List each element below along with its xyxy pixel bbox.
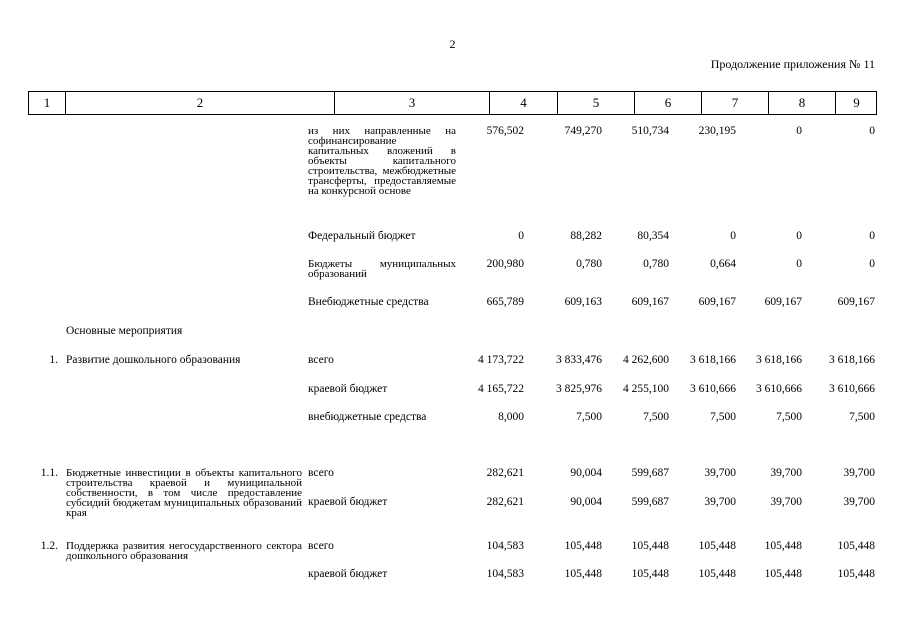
row-source: всего <box>308 354 334 366</box>
value-cell: 7,500 <box>576 411 602 423</box>
value-cell: 4 262,600 <box>623 354 669 366</box>
value-cell: 0 <box>869 230 875 242</box>
value-cell: 7,500 <box>643 411 669 423</box>
value-cell: 105,448 <box>837 540 875 552</box>
value-cell: 0 <box>869 125 875 137</box>
value-cell: 39,700 <box>843 467 875 479</box>
row-source: Бюджеты муниципальных образований <box>308 258 456 280</box>
value-cell: 0,664 <box>710 258 736 270</box>
value-cell: 39,700 <box>704 467 736 479</box>
value-cell: 39,700 <box>770 496 802 508</box>
value-cell: 3 610,666 <box>829 383 875 395</box>
value-cell: 3 618,166 <box>756 354 802 366</box>
value-cell: 3 610,666 <box>690 383 736 395</box>
row-name: Поддержка развития негосударственного сектора дошкольного образования <box>66 540 302 562</box>
value-cell: 8,000 <box>498 411 524 423</box>
value-cell: 3 610,666 <box>756 383 802 395</box>
value-cell: 0,780 <box>576 258 602 270</box>
value-cell: 90,004 <box>570 496 602 508</box>
row-source: краевой бюджет <box>308 383 388 395</box>
value-cell: 104,583 <box>486 540 524 552</box>
value-cell: 4 173,722 <box>478 354 524 366</box>
value-cell: 90,004 <box>570 467 602 479</box>
value-cell: 3 825,976 <box>556 383 602 395</box>
value-cell: 105,448 <box>631 540 669 552</box>
value-cell: 0 <box>796 258 802 270</box>
value-cell: 0 <box>869 258 875 270</box>
row-source: внебюджетные средства <box>308 411 427 423</box>
value-cell: 105,448 <box>631 568 669 580</box>
value-cell: 282,621 <box>486 496 524 508</box>
value-cell: 749,270 <box>564 125 602 137</box>
value-cell: 0 <box>518 230 524 242</box>
value-cell: 4 165,722 <box>478 383 524 395</box>
header-cell: 9 <box>835 92 877 114</box>
value-cell: 609,163 <box>564 296 602 308</box>
header-cell: 3 <box>334 92 489 114</box>
value-cell: 599,687 <box>631 496 669 508</box>
value-cell: 3 618,166 <box>690 354 736 366</box>
value-cell: 7,500 <box>849 411 875 423</box>
value-cell: 80,354 <box>637 230 669 242</box>
row-source: всего <box>308 540 334 552</box>
header-cell: 1 <box>43 95 51 110</box>
value-cell: 105,448 <box>837 568 875 580</box>
value-cell: 3 618,166 <box>829 354 875 366</box>
value-cell: 609,167 <box>631 296 669 308</box>
value-cell: 576,502 <box>486 125 524 137</box>
value-cell: 88,282 <box>570 230 602 242</box>
value-cell: 200,980 <box>486 258 524 270</box>
header-cell: 4 <box>489 92 557 114</box>
value-cell: 0 <box>730 230 736 242</box>
value-cell: 105,448 <box>764 568 802 580</box>
header-cell: 8 <box>768 92 835 114</box>
value-cell: 105,448 <box>698 540 736 552</box>
value-cell: 282,621 <box>486 467 524 479</box>
row-name: Развитие дошкольного образования <box>66 354 241 366</box>
header-cell: 7 <box>701 92 768 114</box>
value-cell: 39,700 <box>843 496 875 508</box>
value-cell: 105,448 <box>698 568 736 580</box>
row-number: 1.2. <box>40 540 58 552</box>
value-cell: 0 <box>796 230 802 242</box>
value-cell: 609,167 <box>764 296 802 308</box>
value-cell: 105,448 <box>764 540 802 552</box>
value-cell: 665,789 <box>486 296 524 308</box>
row-source: из них направленные на софинансирование капитальных вложений в объекты капитального строительства, межбюджетные трансферты, предоставляемые на конкурсной основе <box>308 125 456 197</box>
header-cell: 5 <box>557 92 634 114</box>
header-cell: 2 <box>65 92 334 114</box>
value-cell: 7,500 <box>710 411 736 423</box>
value-cell: 0,780 <box>643 258 669 270</box>
row-source: Внебюджетные средства <box>308 296 429 308</box>
value-cell: 609,167 <box>837 296 875 308</box>
value-cell: 3 833,476 <box>556 354 602 366</box>
value-cell: 609,167 <box>698 296 736 308</box>
row-name: Бюджетные инвестиции в объекты капитального строительства краевой и муниципальной собственности, в том числе предоставление субсидий бюджетам муниципальных образований края <box>66 467 302 519</box>
value-cell: 510,734 <box>631 125 669 137</box>
value-cell: 7,500 <box>776 411 802 423</box>
value-cell: 105,448 <box>564 540 602 552</box>
row-source: всего <box>308 467 334 479</box>
page-number: 2 <box>449 37 456 51</box>
row-source: краевой бюджет <box>308 568 388 580</box>
value-cell: 105,448 <box>564 568 602 580</box>
header-cell: 6 <box>634 92 701 114</box>
value-cell: 4 255,100 <box>623 383 669 395</box>
value-cell: 230,195 <box>698 125 736 137</box>
row-source: Федеральный бюджет <box>308 230 416 242</box>
continuation-title: Продолжение приложения № 11 <box>710 57 875 71</box>
value-cell: 0 <box>796 125 802 137</box>
row-number: 1. <box>49 354 58 366</box>
value-cell: 599,687 <box>631 467 669 479</box>
value-cell: 39,700 <box>704 496 736 508</box>
table-header <box>28 91 877 115</box>
row-name: Основные мероприятия <box>66 325 183 337</box>
value-cell: 39,700 <box>770 467 802 479</box>
row-number: 1.1. <box>40 467 58 479</box>
row-source: краевой бюджет <box>308 496 388 508</box>
value-cell: 104,583 <box>486 568 524 580</box>
